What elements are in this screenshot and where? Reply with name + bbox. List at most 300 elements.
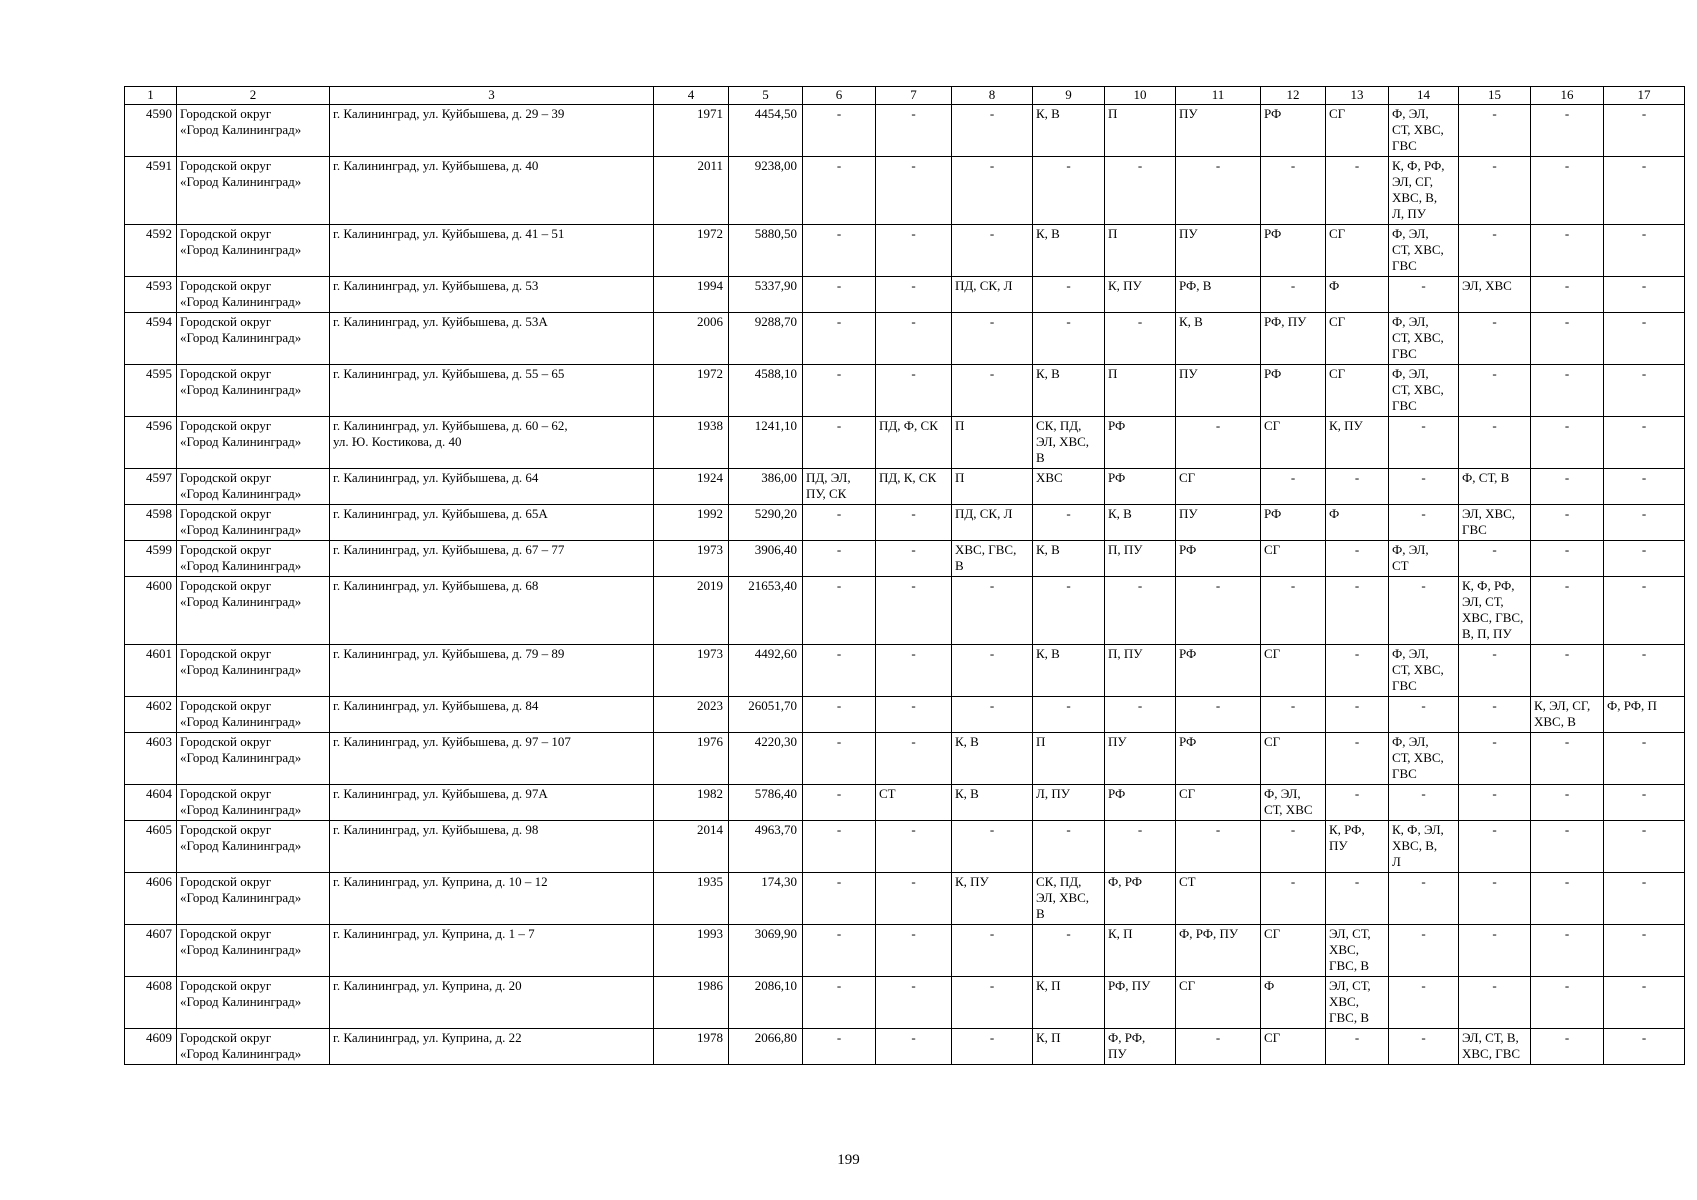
cell-col-2 (177, 365, 330, 417)
cell-col-8: - (952, 977, 1033, 1029)
column-header-7: 7 (876, 87, 952, 105)
cell-col-9: - (1033, 577, 1105, 645)
column-header-4: 4 (654, 87, 729, 105)
cell-col-8: - (952, 821, 1033, 873)
cell-col-15: - (1459, 225, 1531, 277)
cell-line: Городской округ (180, 874, 272, 889)
cell-col-13: Ф (1326, 277, 1389, 313)
cell-col-3: г. Калининград, ул. Куйбышева, д. 84 (330, 697, 654, 733)
cell-col-9: К, В (1033, 225, 1105, 277)
table-row (125, 469, 1685, 505)
cell-col-4: 1994 (654, 277, 729, 313)
cell-col-4: 1972 (654, 225, 729, 277)
cell-col-15: - (1459, 645, 1531, 697)
cell-col-4: 1976 (654, 733, 729, 785)
cell-col-5: 4492,60 (729, 645, 803, 697)
cell-col-7: ПД, К, СК (876, 469, 952, 505)
cell-col-15: - (1459, 313, 1531, 365)
cell-col-1: 4594 (125, 313, 177, 365)
cell-col-16: - (1531, 105, 1604, 157)
cell-line: СТ (1392, 558, 1409, 573)
cell-col-6: - (803, 157, 876, 225)
cell-line: Ф, ЭЛ, (1392, 226, 1429, 241)
cell-col-6: - (803, 977, 876, 1029)
cell-col-12: - (1261, 873, 1326, 925)
cell-col-14 (1389, 225, 1459, 277)
cell-col-8: - (952, 645, 1033, 697)
cell-col-2 (177, 225, 330, 277)
cell-col-4: 1973 (654, 541, 729, 577)
cell-col-10: - (1105, 577, 1176, 645)
cell-line: «Город Калининград» (180, 750, 302, 765)
cell-col-9: - (1033, 925, 1105, 977)
cell-col-11: ПУ (1176, 225, 1261, 277)
cell-line: СТ, ХВС, (1392, 750, 1444, 765)
cell-col-16: - (1531, 505, 1604, 541)
cell-col-6: - (803, 697, 876, 733)
cell-line: Городской округ (180, 366, 272, 381)
cell-col-13: - (1326, 873, 1389, 925)
cell-col-6: - (803, 313, 876, 365)
cell-line: Ф, РФ, (1108, 1030, 1146, 1045)
cell-col-2 (177, 645, 330, 697)
cell-col-16: - (1531, 925, 1604, 977)
cell-col-8: - (952, 157, 1033, 225)
cell-col-7: - (876, 645, 952, 697)
cell-col-16: - (1531, 821, 1604, 873)
cell-col-8: - (952, 365, 1033, 417)
cell-col-4: 1993 (654, 925, 729, 977)
cell-col-9 (1033, 417, 1105, 469)
cell-col-6: - (803, 785, 876, 821)
cell-line: «Город Калининград» (180, 122, 302, 137)
cell-col-1: 4597 (125, 469, 177, 505)
cell-col-12: РФ, ПУ (1261, 313, 1326, 365)
cell-line: В (955, 558, 964, 573)
cell-col-10: ПУ (1105, 733, 1176, 785)
cell-col-12 (1261, 785, 1326, 821)
cell-col-1: 4599 (125, 541, 177, 577)
table-row (125, 785, 1685, 821)
cell-col-5: 21653,40 (729, 577, 803, 645)
cell-col-6: - (803, 277, 876, 313)
cell-col-2 (177, 1029, 330, 1065)
cell-col-17: - (1604, 505, 1685, 541)
cell-col-1: 4602 (125, 697, 177, 733)
cell-line: «Город Калининград» (180, 522, 302, 537)
cell-col-12: СГ (1261, 645, 1326, 697)
cell-col-17: - (1604, 733, 1685, 785)
cell-col-14: - (1389, 469, 1459, 505)
cell-col-8: - (952, 1029, 1033, 1065)
cell-col-4: 2014 (654, 821, 729, 873)
cell-col-1: 4601 (125, 645, 177, 697)
cell-col-15: - (1459, 977, 1531, 1029)
cell-col-13: - (1326, 577, 1389, 645)
cell-col-17: - (1604, 313, 1685, 365)
cell-col-7: - (876, 577, 952, 645)
cell-col-7: - (876, 505, 952, 541)
cell-line: «Город Калининград» (180, 174, 302, 189)
cell-col-10: РФ, ПУ (1105, 977, 1176, 1029)
cell-col-16: - (1531, 977, 1604, 1029)
cell-col-2 (177, 977, 330, 1029)
cell-col-5: 9288,70 (729, 313, 803, 365)
cell-col-3: г. Калининград, ул. Куприна, д. 20 (330, 977, 654, 1029)
cell-col-15: - (1459, 785, 1531, 821)
cell-col-9: - (1033, 697, 1105, 733)
cell-col-10: К, ПУ (1105, 277, 1176, 313)
cell-line: ХВС, (1329, 994, 1359, 1009)
cell-line: ул. Ю. Костикова, д. 40 (333, 434, 462, 449)
cell-col-2 (177, 505, 330, 541)
cell-col-12: - (1261, 697, 1326, 733)
cell-line: К, Ф, ЭЛ, (1392, 822, 1444, 837)
cell-col-17: - (1604, 821, 1685, 873)
cell-col-14: - (1389, 925, 1459, 977)
cell-line: ГВС (1392, 138, 1417, 153)
cell-line: Городской округ (180, 734, 272, 749)
cell-col-3: г. Калининград, ул. Куйбышева, д. 97 – 107 (330, 733, 654, 785)
cell-col-13: - (1326, 733, 1389, 785)
cell-col-8: К, ПУ (952, 873, 1033, 925)
column-header-14: 14 (1389, 87, 1459, 105)
cell-col-15: ЭЛ, ХВС (1459, 277, 1531, 313)
cell-col-13: СГ (1326, 225, 1389, 277)
cell-col-11: ПУ (1176, 105, 1261, 157)
cell-col-12: СГ (1261, 417, 1326, 469)
cell-col-14: - (1389, 1029, 1459, 1065)
page-number: 199 (837, 1152, 860, 1168)
cell-col-12: РФ (1261, 365, 1326, 417)
cell-col-2 (177, 105, 330, 157)
cell-col-6: - (803, 1029, 876, 1065)
cell-col-8: - (952, 925, 1033, 977)
cell-line: г. Калининград, ул. Куйбышева, д. 60 – 62, (333, 418, 568, 433)
cell-line: ГВС (1392, 678, 1417, 693)
cell-col-16: - (1531, 733, 1604, 785)
cell-line: «Город Калининград» (180, 942, 302, 957)
cell-col-5: 5337,90 (729, 277, 803, 313)
cell-col-13: Ф (1326, 505, 1389, 541)
cell-col-12: СГ (1261, 1029, 1326, 1065)
cell-col-3: г. Калининград, ул. Куйбышева, д. 29 – 39 (330, 105, 654, 157)
cell-col-9: П (1033, 733, 1105, 785)
cell-line: Ф, ЭЛ, (1392, 646, 1429, 661)
cell-col-12: - (1261, 157, 1326, 225)
column-header-1: 1 (125, 87, 177, 105)
cell-col-10: П (1105, 105, 1176, 157)
cell-col-16: - (1531, 157, 1604, 225)
cell-line: Ф, ЭЛ, (1392, 542, 1429, 557)
cell-col-9: - (1033, 277, 1105, 313)
cell-col-11: СГ (1176, 785, 1261, 821)
cell-col-5: 5786,40 (729, 785, 803, 821)
cell-col-16: - (1531, 469, 1604, 505)
cell-col-15: - (1459, 157, 1531, 225)
cell-col-2 (177, 313, 330, 365)
cell-col-3: г. Калининград, ул. Куприна, д. 10 – 12 (330, 873, 654, 925)
cell-col-6: - (803, 821, 876, 873)
cell-col-6: - (803, 105, 876, 157)
cell-col-1: 4606 (125, 873, 177, 925)
cell-col-10: РФ (1105, 417, 1176, 469)
cell-line: ГВС (1462, 522, 1487, 537)
cell-col-5: 26051,70 (729, 697, 803, 733)
cell-col-11: РФ, В (1176, 277, 1261, 313)
cell-line: «Город Калининград» (180, 330, 302, 345)
table-header (125, 87, 1685, 105)
cell-col-12: СГ (1261, 541, 1326, 577)
cell-col-14 (1389, 105, 1459, 157)
cell-col-10 (1105, 1029, 1176, 1065)
cell-col-17: - (1604, 873, 1685, 925)
cell-col-17: - (1604, 157, 1685, 225)
cell-col-14: - (1389, 505, 1459, 541)
cell-col-7: - (876, 277, 952, 313)
cell-line: К, Ф, РФ, (1392, 158, 1445, 173)
cell-col-2 (177, 733, 330, 785)
cell-col-17: - (1604, 541, 1685, 577)
cell-line: Городской округ (180, 926, 272, 941)
cell-col-14 (1389, 313, 1459, 365)
cell-col-7: ПД, Ф, СК (876, 417, 952, 469)
cell-col-5: 4588,10 (729, 365, 803, 417)
cell-line: ЭЛ, СГ, (1392, 174, 1434, 189)
cell-col-8: - (952, 313, 1033, 365)
cell-col-14: - (1389, 697, 1459, 733)
cell-line: СК, ПД, (1036, 874, 1082, 889)
cell-line: К, Ф, РФ, (1462, 578, 1515, 593)
cell-col-11: - (1176, 577, 1261, 645)
cell-col-2 (177, 417, 330, 469)
header-row (125, 87, 1685, 105)
cell-col-1: 4609 (125, 1029, 177, 1065)
cell-col-13: - (1326, 1029, 1389, 1065)
cell-col-1: 4605 (125, 821, 177, 873)
cell-col-17: - (1604, 417, 1685, 469)
cell-col-3: г. Калининград, ул. Куйбышева, д. 97А (330, 785, 654, 821)
cell-col-7: - (876, 977, 952, 1029)
cell-col-14 (1389, 541, 1459, 577)
cell-col-7: - (876, 225, 952, 277)
cell-col-7: - (876, 541, 952, 577)
cell-col-8: ПД, СК, Л (952, 505, 1033, 541)
cell-line: Городской округ (180, 106, 272, 121)
cell-line: ГВС, В (1329, 1010, 1370, 1025)
cell-col-9: К, П (1033, 977, 1105, 1029)
cell-line: СТ, ХВС, (1392, 330, 1444, 345)
cell-col-11: СГ (1176, 469, 1261, 505)
cell-col-17: - (1604, 785, 1685, 821)
table-row (125, 873, 1685, 925)
cell-line: ХВС, ГВС, (1462, 610, 1524, 625)
cell-col-17: Ф, РФ, П (1604, 697, 1685, 733)
cell-col-12: РФ (1261, 505, 1326, 541)
cell-col-15 (1459, 1029, 1531, 1065)
cell-col-9: К, В (1033, 365, 1105, 417)
cell-line: ХВС, (1329, 942, 1359, 957)
table-row (125, 977, 1685, 1029)
cell-col-10: РФ (1105, 785, 1176, 821)
cell-col-3: г. Калининград, ул. Куйбышева, д. 41 – 51 (330, 225, 654, 277)
cell-line: «Город Калининград» (180, 558, 302, 573)
cell-col-11: - (1176, 1029, 1261, 1065)
cell-col-2 (177, 821, 330, 873)
cell-col-16: - (1531, 313, 1604, 365)
cell-line: Городской округ (180, 698, 272, 713)
cell-line: Городской округ (180, 314, 272, 329)
cell-line: Городской округ (180, 470, 272, 485)
cell-line: СТ, ХВС, (1392, 242, 1444, 257)
cell-col-17: - (1604, 365, 1685, 417)
cell-col-10: - (1105, 697, 1176, 733)
cell-col-5: 5290,20 (729, 505, 803, 541)
cell-col-9: К, П (1033, 1029, 1105, 1065)
cell-col-1: 4603 (125, 733, 177, 785)
cell-line: «Город Калининград» (180, 434, 302, 449)
cell-line: Ф, ЭЛ, (1264, 786, 1301, 801)
cell-col-17: - (1604, 577, 1685, 645)
cell-col-2 (177, 785, 330, 821)
cell-col-1: 4604 (125, 785, 177, 821)
cell-col-16: - (1531, 873, 1604, 925)
cell-col-6: - (803, 577, 876, 645)
cell-line: «Город Калининград» (180, 838, 302, 853)
cell-col-15: - (1459, 365, 1531, 417)
cell-line: «Город Калининград» (180, 382, 302, 397)
cell-line: ЭЛ, ХВС, (1036, 434, 1090, 449)
cell-col-8: П (952, 417, 1033, 469)
cell-col-6: - (803, 645, 876, 697)
cell-line: Городской округ (180, 278, 272, 293)
cell-col-14 (1389, 365, 1459, 417)
cell-col-12: СГ (1261, 733, 1326, 785)
cell-col-10: П (1105, 365, 1176, 417)
cell-col-14: - (1389, 277, 1459, 313)
cell-col-5: 9238,00 (729, 157, 803, 225)
cell-col-5: 5880,50 (729, 225, 803, 277)
cell-col-15: - (1459, 821, 1531, 873)
cell-line: ЭЛ, СТ, В, (1462, 1030, 1519, 1045)
cell-col-7: СТ (876, 785, 952, 821)
cell-col-14: - (1389, 873, 1459, 925)
cell-col-4: 1978 (654, 1029, 729, 1065)
cell-col-13: - (1326, 157, 1389, 225)
cell-col-8: К, В (952, 733, 1033, 785)
cell-col-16: - (1531, 541, 1604, 577)
cell-col-10: П (1105, 225, 1176, 277)
cell-col-5: 174,30 (729, 873, 803, 925)
table-row (125, 417, 1685, 469)
cell-col-16: - (1531, 365, 1604, 417)
cell-col-12: СГ (1261, 925, 1326, 977)
table-row (125, 225, 1685, 277)
cell-col-14: - (1389, 977, 1459, 1029)
cell-col-4: 2023 (654, 697, 729, 733)
cell-col-16 (1531, 697, 1604, 733)
cell-col-8: П (952, 469, 1033, 505)
cell-line: Городской округ (180, 786, 272, 801)
cell-col-13: - (1326, 697, 1389, 733)
cell-line: «Город Калининград» (180, 890, 302, 905)
cell-line: СТ, ХВС, (1392, 382, 1444, 397)
cell-col-16: - (1531, 417, 1604, 469)
cell-col-8: ПД, СК, Л (952, 277, 1033, 313)
cell-col-3: г. Калининград, ул. Куприна, д. 22 (330, 1029, 654, 1065)
cell-col-4: 1924 (654, 469, 729, 505)
cell-col-11: ПУ (1176, 505, 1261, 541)
cell-col-7: - (876, 697, 952, 733)
cell-col-10: - (1105, 157, 1176, 225)
cell-col-15: - (1459, 541, 1531, 577)
cell-col-15: - (1459, 697, 1531, 733)
cell-line: Городской округ (180, 978, 272, 993)
cell-col-7: - (876, 157, 952, 225)
column-header-5: 5 (729, 87, 803, 105)
cell-col-12: РФ (1261, 105, 1326, 157)
cell-line: ПУ, СК (806, 486, 847, 501)
cell-col-3: г. Калининград, ул. Куйбышева, д. 79 – 89 (330, 645, 654, 697)
cell-line: СК, ПД, (1036, 418, 1082, 433)
cell-col-3: г. Калининград, ул. Куйбышева, д. 68 (330, 577, 654, 645)
cell-line: СТ, ХВС (1264, 802, 1313, 817)
cell-col-13: - (1326, 645, 1389, 697)
cell-col-13 (1326, 821, 1389, 873)
cell-col-6 (803, 469, 876, 505)
cell-col-7: - (876, 313, 952, 365)
cell-col-1: 4607 (125, 925, 177, 977)
cell-col-12: - (1261, 821, 1326, 873)
cell-col-13: - (1326, 541, 1389, 577)
column-header-10: 10 (1105, 87, 1176, 105)
cell-col-11: - (1176, 417, 1261, 469)
cell-col-11: РФ (1176, 541, 1261, 577)
cell-col-2 (177, 541, 330, 577)
column-header-3: 3 (330, 87, 654, 105)
cell-col-16: - (1531, 225, 1604, 277)
cell-line: СТ, ХВС, (1392, 662, 1444, 677)
cell-col-4: 1992 (654, 505, 729, 541)
cell-col-5: 4963,70 (729, 821, 803, 873)
column-header-8: 8 (952, 87, 1033, 105)
table-row (125, 365, 1685, 417)
table-row (125, 505, 1685, 541)
cell-col-11: РФ (1176, 645, 1261, 697)
cell-col-15 (1459, 505, 1531, 541)
cell-col-1: 4600 (125, 577, 177, 645)
cell-line: ХВС, В, (1392, 190, 1438, 205)
cell-col-1: 4596 (125, 417, 177, 469)
column-header-15: 15 (1459, 87, 1531, 105)
cell-col-3: г. Калининград, ул. Куйбышева, д. 53А (330, 313, 654, 365)
cell-col-1: 4590 (125, 105, 177, 157)
cell-line: СТ, ХВС, (1392, 122, 1444, 137)
table-body (125, 105, 1685, 1065)
cell-col-13: - (1326, 785, 1389, 821)
cell-col-6: - (803, 225, 876, 277)
cell-line: ГВС (1392, 258, 1417, 273)
cell-line: ЭЛ, СТ, (1462, 594, 1504, 609)
cell-col-14: - (1389, 417, 1459, 469)
cell-col-6: - (803, 365, 876, 417)
cell-line: В (1036, 450, 1045, 465)
cell-col-1: 4608 (125, 977, 177, 1029)
cell-line: «Город Калининград» (180, 294, 302, 309)
cell-col-11: Ф, РФ, ПУ (1176, 925, 1261, 977)
table-row (125, 925, 1685, 977)
cell-col-2 (177, 873, 330, 925)
